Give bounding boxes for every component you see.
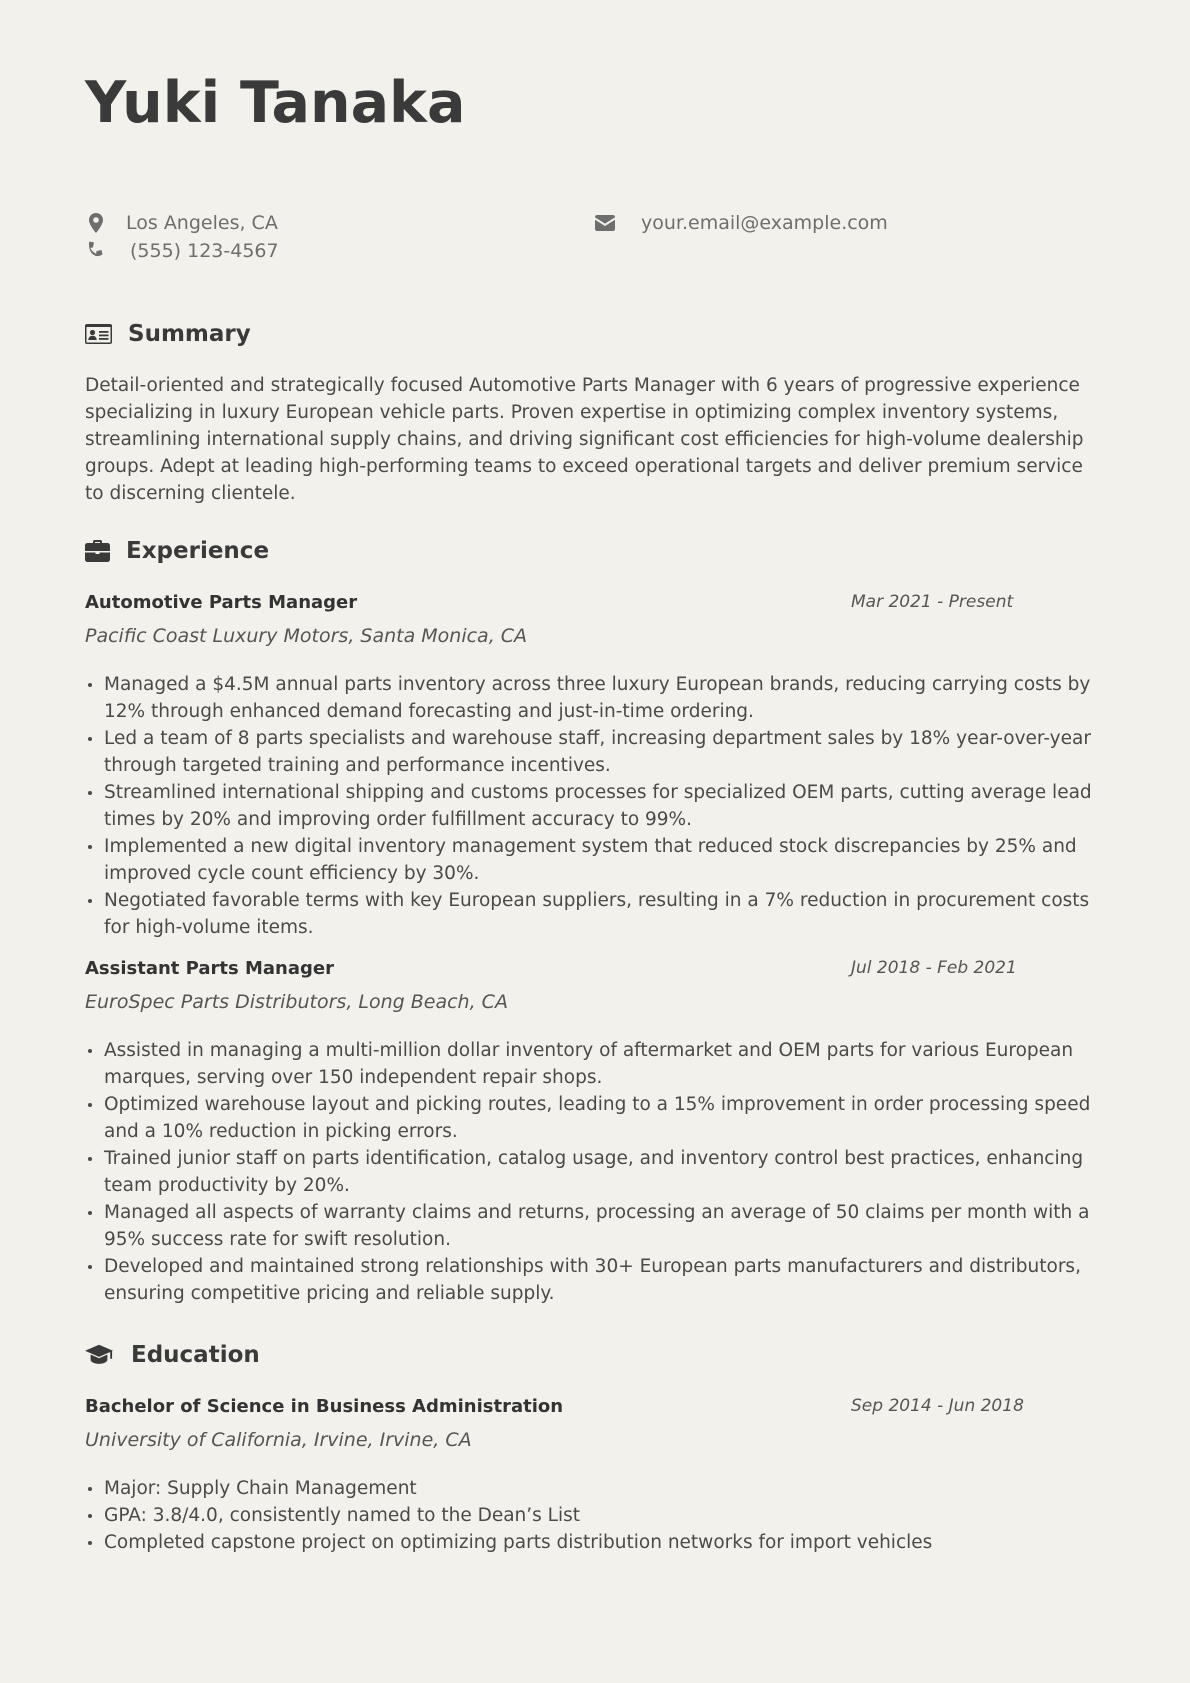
education-bullets <box>85 1475 1105 1556</box>
job-title: Automotive Parts Manager <box>85 592 358 613</box>
list-item: Negotiated favorable terms with key European suppliers, resulting in a 7% reduction in procurement costs for high-volume items. <box>85 887 1105 941</box>
email-text[interactable]: your.email@example.com <box>641 212 888 234</box>
job-bullets <box>85 1037 1105 1307</box>
map-marker-icon <box>85 212 107 234</box>
location-text: Los Angeles, CA <box>126 212 278 234</box>
list-item: Assisted in managing a multi-million dollar inventory of aftermarket and OEM parts for various European marques, serving over 150 independent repair shops. <box>85 1037 1105 1091</box>
list-item: Led a team of 8 parts specialists and warehouse staff, increasing department sales by 18% year-over-year through targeted training and performance incentives. <box>85 725 1105 779</box>
list-item: Managed all aspects of warranty claims and returns, processing an average of 50 claims per month with a 95% success rate for swift resolution. <box>85 1199 1105 1253</box>
candidate-name: Yuki Tanaka <box>85 70 466 136</box>
graduation-cap-icon <box>85 1342 113 1368</box>
school-name: University of California, Irvine, Irvine, CA <box>85 1429 472 1451</box>
degree-title: Bachelor of Science in Business Administration <box>85 1396 564 1417</box>
education-heading <box>85 1342 260 1368</box>
list-item: Streamlined international shipping and customs processes for specialized OEM parts, cutting average lead times by 20% and improving order fulfillment accuracy to 99%. <box>85 779 1105 833</box>
list-item: Major: Supply Chain Management <box>85 1475 1105 1502</box>
list-item: Implemented a new digital inventory management system that reduced stock discrepancies by 25% and improved cycle count efficiency by 30%. <box>85 833 1105 887</box>
degree-date: Sep 2014 - Jun 2018 <box>851 1396 1024 1416</box>
id-card-icon <box>85 321 113 347</box>
job-date: Jul 2018 - Feb 2021 <box>851 958 1017 978</box>
education-title: Education <box>131 1342 260 1368</box>
list-item: GPA: 3.8/4.0, consistently named to the Dean’s List <box>85 1502 1105 1529</box>
job-title: Assistant Parts Manager <box>85 958 334 979</box>
phone-icon <box>85 240 107 262</box>
phone-text[interactable]: (555) 123-4567 <box>130 240 279 262</box>
summary-title: Summary <box>128 321 251 347</box>
list-item: Trained junior staff on parts identification, catalog usage, and inventory control best practices, enhancing team productivity by 20%. <box>85 1145 1105 1199</box>
contact-email <box>594 212 888 234</box>
list-item: Managed a $4.5M annual parts inventory across three luxury European brands, reducing carrying costs by 12% through enhanced demand forecasting and just-in-time ordering. <box>85 671 1105 725</box>
job-company: Pacific Coast Luxury Motors, Santa Monica, CA <box>85 625 528 647</box>
summary-text: Detail-oriented and strategically focused Automotive Parts Manager with 6 years of progressive experience specializing in luxury European vehicle parts. Proven expertise in optimizing complex inventory systems, streamlining international supply chains, and driving significant cost efficiencies for high-volume dealership groups. Adept at leading high-performing teams to exceed operational targets and deliver premium service to discerning clientele. <box>85 375 1084 504</box>
contact-location <box>85 212 278 234</box>
envelope-icon <box>594 212 616 234</box>
job-company: EuroSpec Parts Distributors, Long Beach, CA <box>85 991 508 1013</box>
list-item: Completed capstone project on optimizing parts distribution networks for import vehicles <box>85 1529 1105 1556</box>
job-date: Mar 2021 - Present <box>851 592 1014 612</box>
list-item: Developed and maintained strong relationships with 30+ European parts manufacturers and distributors, ensuring competitive pricing and reliable supply. <box>85 1253 1105 1307</box>
summary-heading <box>85 321 251 347</box>
briefcase-icon <box>85 538 113 564</box>
experience-heading <box>85 538 269 564</box>
experience-title: Experience <box>126 538 270 564</box>
list-item: Optimized warehouse layout and picking routes, leading to a 15% improvement in order processing speed and a 10% reduction in picking errors. <box>85 1091 1105 1145</box>
job-bullets <box>85 671 1105 941</box>
contact-phone <box>85 240 279 262</box>
